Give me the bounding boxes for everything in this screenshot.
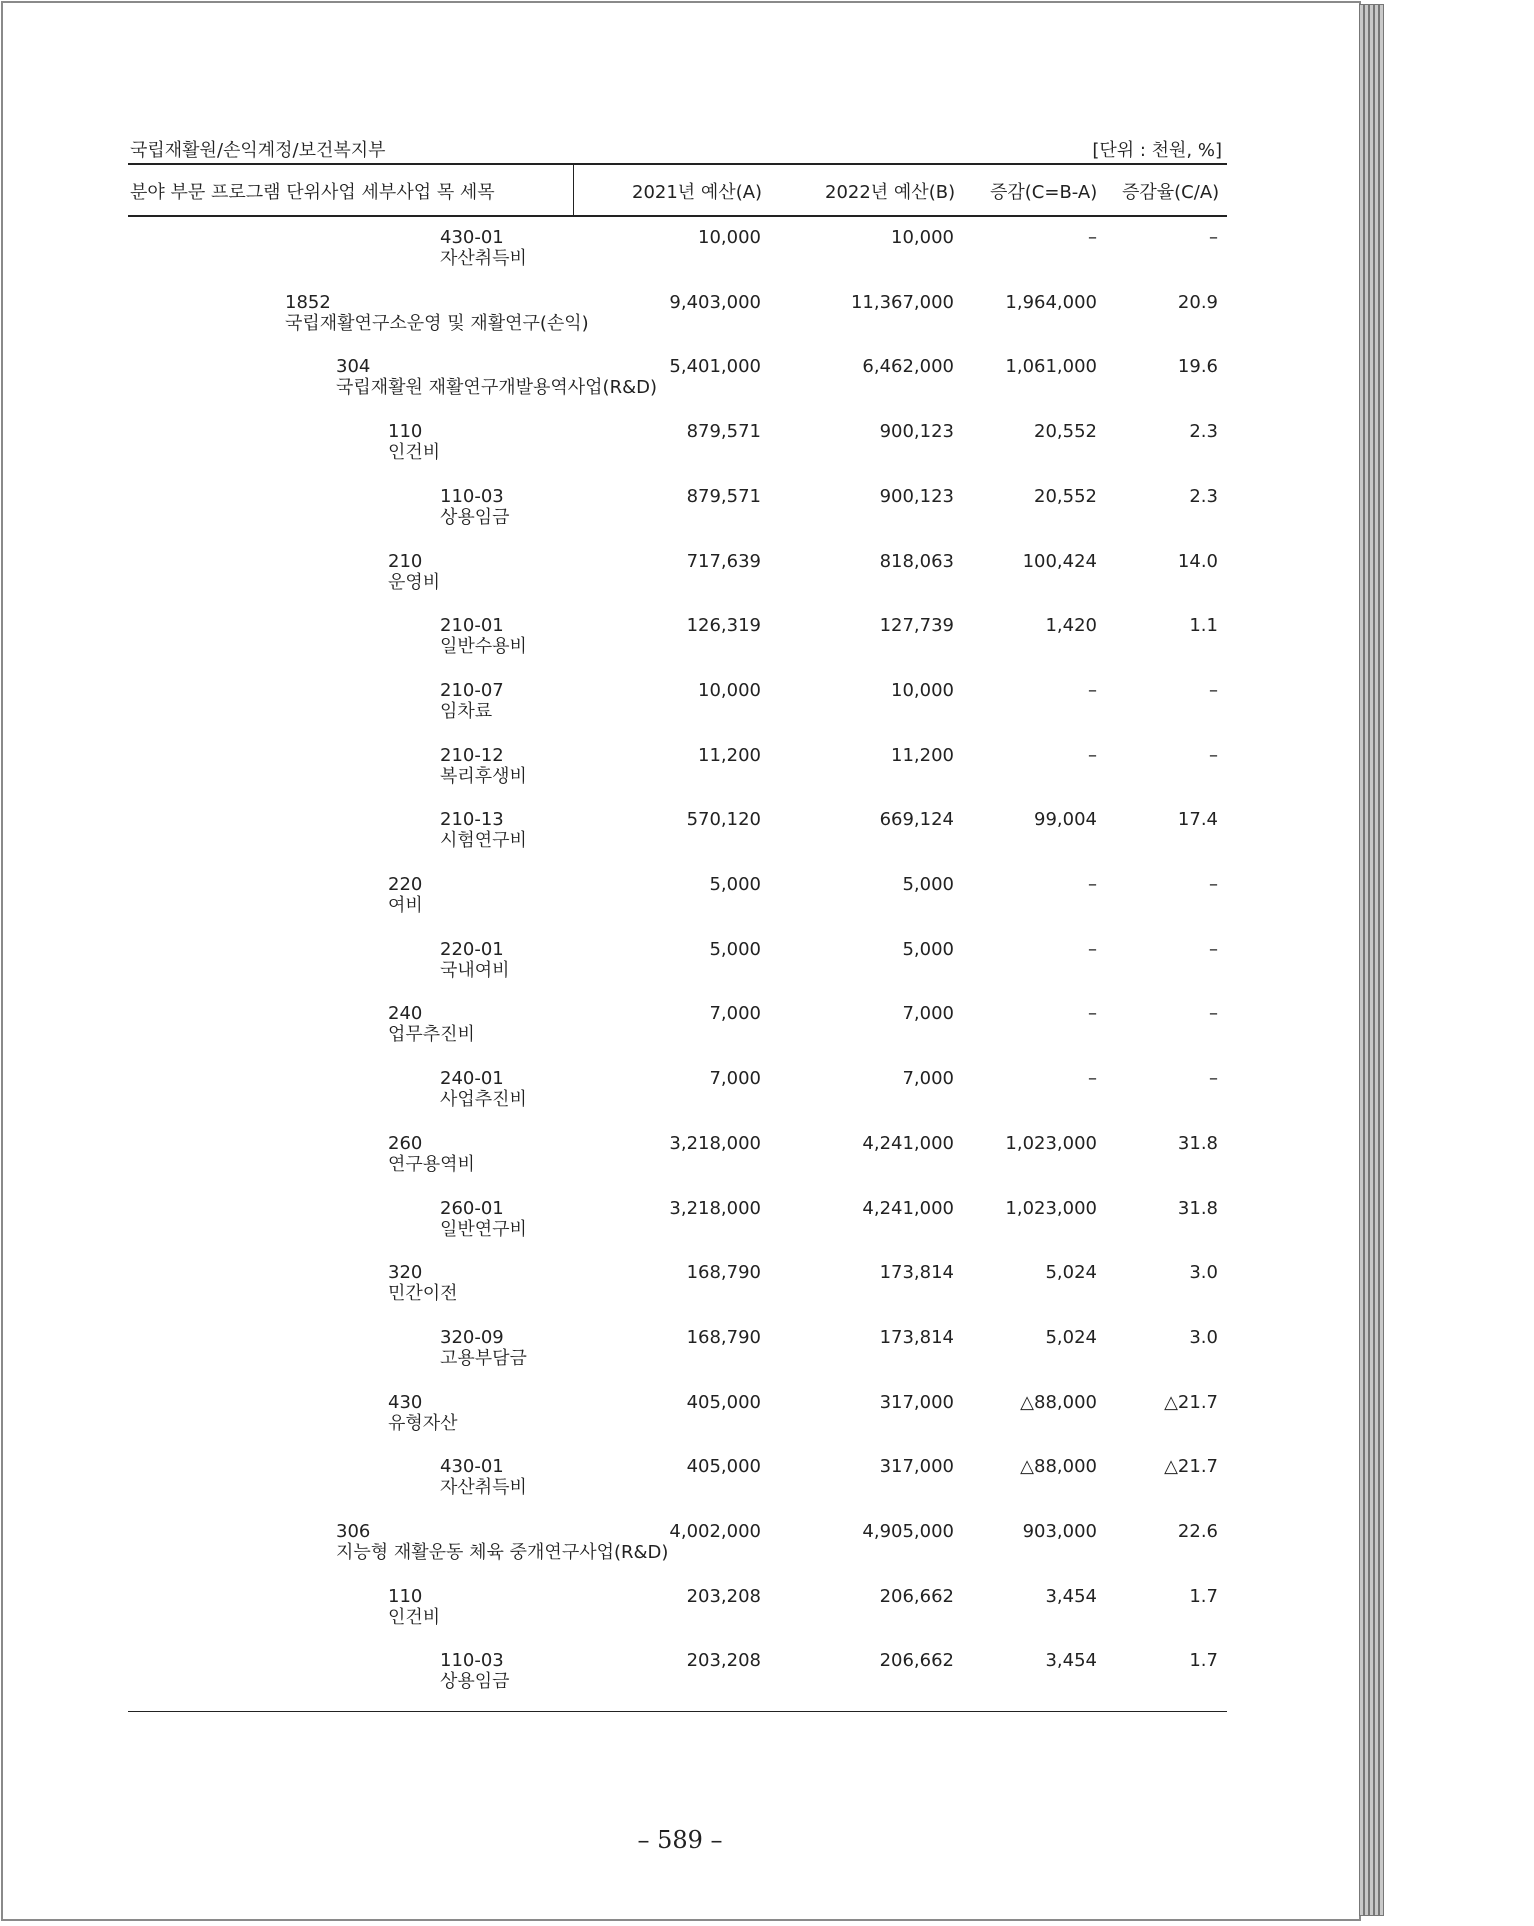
budget-2022-value: 206,662	[879, 1650, 954, 1672]
item-code: 110	[388, 421, 423, 443]
item-code: 306	[336, 1521, 371, 1542]
column-header-change: 증감(C=B-A)	[990, 182, 1098, 203]
change-value: 3,454	[1045, 1585, 1097, 1607]
change-value: –	[1088, 744, 1097, 766]
item-code: 240	[388, 1003, 423, 1025]
budget-2021-value: 5,000	[709, 938, 761, 960]
budget-2022-value: 10,000	[891, 679, 954, 701]
item-name: 자산취득비	[440, 1477, 527, 1499]
item-name: 시험연구비	[440, 830, 527, 852]
budget-2022-value: 173,814	[879, 1262, 954, 1284]
page-number: – 589 –	[637, 1826, 723, 1854]
budget-2021-value: 9,403,000	[669, 291, 761, 313]
change-value: △88,000	[1020, 1391, 1097, 1413]
table-bottom-rule	[128, 1711, 1227, 1712]
item-code: 110-03	[440, 485, 504, 507]
column-header-budget-2021: 2021년 예산(A)	[632, 182, 763, 203]
budget-2022-value: 4,241,000	[862, 1197, 954, 1219]
change-rate-value: 14.0	[1177, 550, 1218, 572]
budget-2022-value: 818,063	[879, 550, 954, 572]
budget-2021-value: 405,000	[686, 1391, 761, 1413]
change-value: 5,024	[1045, 1326, 1097, 1348]
item-code: 430-01	[440, 1456, 504, 1478]
change-value: 1,420	[1045, 615, 1097, 637]
item-name: 국립재활연구소운영 및 재활연구(손익)	[285, 312, 589, 334]
table-row	[0, 1003, 1534, 1053]
budget-2021-value: 126,319	[686, 615, 761, 637]
change-value: –	[1088, 679, 1097, 701]
budget-2022-value: 669,124	[879, 809, 954, 831]
budget-2021-value: 5,401,000	[669, 356, 761, 378]
table-row	[0, 1392, 1534, 1442]
budget-2021-value: 717,639	[686, 550, 761, 572]
item-code: 210-12	[440, 744, 504, 766]
budget-2022-value: 11,367,000	[850, 291, 954, 313]
change-value: 3,454	[1045, 1650, 1097, 1672]
change-rate-value: 19.6	[1177, 356, 1218, 378]
table-row	[0, 1586, 1534, 1636]
item-code: 304	[336, 356, 371, 378]
column-header-hierarchy: 분야 부문 프로그램 단위사업 세부사업 목 세목	[130, 182, 495, 203]
table-row	[0, 680, 1534, 730]
item-name: 운영비	[388, 571, 441, 593]
budget-2021-value: 10,000	[698, 679, 761, 701]
budget-2022-value: 4,241,000	[862, 1132, 954, 1154]
item-code: 210-07	[440, 679, 504, 701]
item-name: 임차료	[440, 700, 493, 722]
item-name: 일반연구비	[440, 1218, 527, 1240]
item-code: 260-01	[440, 1197, 504, 1219]
change-value: 99,004	[1034, 809, 1097, 831]
change-rate-value: –	[1209, 1003, 1218, 1025]
table-row	[0, 227, 1534, 277]
item-code: 220-01	[440, 938, 504, 960]
table-row	[0, 292, 1534, 342]
change-rate-value: 1.1	[1189, 615, 1218, 637]
item-name: 복리후생비	[440, 765, 527, 787]
budget-2021-value: 4,002,000	[669, 1521, 761, 1542]
budget-2021-value: 10,000	[698, 227, 761, 248]
change-rate-value: △21.7	[1164, 1456, 1218, 1478]
item-code: 210-13	[440, 809, 504, 831]
item-name: 상용임금	[440, 506, 510, 528]
change-value: 20,552	[1034, 485, 1097, 507]
change-rate-value: 22.6	[1177, 1521, 1218, 1542]
budget-2022-value: 127,739	[879, 615, 954, 637]
budget-2022-value: 173,814	[879, 1326, 954, 1348]
item-code: 260	[388, 1132, 423, 1154]
column-header-change-rate: 증감율(C/A)	[1122, 182, 1220, 203]
budget-2022-value: 206,662	[879, 1585, 954, 1607]
item-name: 여비	[388, 895, 423, 916]
change-value: –	[1088, 874, 1097, 895]
budget-2021-value: 11,200	[698, 744, 761, 766]
item-name: 일반수용비	[440, 636, 527, 658]
table-row	[0, 1198, 1534, 1248]
item-name: 국내여비	[440, 959, 510, 981]
change-rate-value: –	[1209, 744, 1218, 766]
change-rate-value: –	[1209, 874, 1218, 895]
budget-2021-value: 5,000	[709, 874, 761, 895]
item-name: 인건비	[388, 442, 441, 464]
change-value: –	[1088, 1003, 1097, 1025]
item-code: 320	[388, 1262, 423, 1284]
change-value: △88,000	[1020, 1456, 1097, 1478]
table-row	[0, 1650, 1534, 1700]
change-rate-value: △21.7	[1164, 1391, 1218, 1413]
budget-2022-value: 900,123	[879, 421, 954, 443]
item-name: 인건비	[388, 1606, 441, 1628]
change-value: –	[1088, 227, 1097, 248]
change-value: 903,000	[1022, 1521, 1097, 1542]
item-name: 지능형 재활운동 체육 중개연구사업(R&D)	[336, 1542, 669, 1563]
item-name: 자산취득비	[440, 248, 527, 269]
change-rate-value: 3.0	[1189, 1326, 1218, 1348]
item-code: 220	[388, 874, 423, 895]
table-row	[0, 874, 1534, 924]
table-row	[0, 939, 1534, 989]
table-row	[0, 1521, 1534, 1571]
item-name: 고용부담금	[440, 1347, 527, 1369]
change-value: –	[1088, 1068, 1097, 1090]
budget-2021-value: 879,571	[686, 485, 761, 507]
budget-2021-value: 3,218,000	[669, 1197, 761, 1219]
budget-2022-value: 5,000	[902, 938, 954, 960]
item-code: 430-01	[440, 227, 504, 248]
table-row	[0, 551, 1534, 601]
item-name: 국립재활원 재활연구개발용역사업(R&D)	[336, 377, 657, 399]
budget-2022-value: 4,905,000	[862, 1521, 954, 1542]
budget-2022-value: 5,000	[902, 874, 954, 895]
change-value: 1,023,000	[1005, 1197, 1097, 1219]
item-code: 320-09	[440, 1326, 504, 1348]
change-rate-value: 2.3	[1189, 421, 1218, 443]
item-name: 연구용역비	[388, 1153, 475, 1175]
change-value: 100,424	[1022, 550, 1097, 572]
item-code: 1852	[285, 291, 331, 313]
table-row	[0, 421, 1534, 471]
budget-2021-value: 7,000	[709, 1003, 761, 1025]
budget-2021-value: 168,790	[686, 1262, 761, 1284]
table-row	[0, 809, 1534, 859]
change-value: 1,023,000	[1005, 1132, 1097, 1154]
budget-2021-value: 3,218,000	[669, 1132, 761, 1154]
budget-2022-value: 6,462,000	[862, 356, 954, 378]
change-value: 1,061,000	[1005, 356, 1097, 378]
change-rate-value: 20.9	[1177, 291, 1218, 313]
table-row	[0, 1133, 1534, 1183]
budget-2022-value: 900,123	[879, 485, 954, 507]
item-code: 110-03	[440, 1650, 504, 1672]
change-rate-value: 2.3	[1189, 485, 1218, 507]
table-row	[0, 486, 1534, 536]
budget-2022-value: 10,000	[891, 227, 954, 248]
change-rate-value: 3.0	[1189, 1262, 1218, 1284]
change-value: –	[1088, 938, 1097, 960]
change-rate-value: 1.7	[1189, 1585, 1218, 1607]
breadcrumb: 국립재활원/손익계정/보건복지부	[130, 140, 386, 161]
budget-2021-value: 405,000	[686, 1456, 761, 1478]
change-rate-value: –	[1209, 938, 1218, 960]
budget-2021-value: 7,000	[709, 1068, 761, 1090]
item-code: 210	[388, 550, 423, 572]
unit-label: [단위 : 천원, %]	[1092, 140, 1222, 161]
table-row	[0, 1068, 1534, 1118]
item-name: 사업추진비	[440, 1089, 527, 1111]
item-code: 110	[388, 1585, 423, 1607]
budget-2021-value: 879,571	[686, 421, 761, 443]
budget-2022-value: 7,000	[902, 1068, 954, 1090]
change-rate-value: –	[1209, 227, 1218, 248]
item-name: 상용임금	[440, 1671, 510, 1693]
item-name: 민간이전	[388, 1283, 458, 1305]
budget-2021-value: 203,208	[686, 1650, 761, 1672]
budget-2022-value: 11,200	[891, 744, 954, 766]
change-rate-value: –	[1209, 1068, 1218, 1090]
change-value: 1,964,000	[1005, 291, 1097, 313]
table-row	[0, 1327, 1534, 1377]
item-name: 유형자산	[388, 1412, 458, 1434]
change-rate-value: 31.8	[1177, 1197, 1218, 1219]
budget-2022-value: 7,000	[902, 1003, 954, 1025]
column-header-budget-2022: 2022년 예산(B)	[825, 182, 956, 203]
change-rate-value: 1.7	[1189, 1650, 1218, 1672]
change-rate-value: –	[1209, 679, 1218, 701]
change-rate-value: 17.4	[1177, 809, 1218, 831]
budget-2021-value: 168,790	[686, 1326, 761, 1348]
item-code: 240-01	[440, 1068, 504, 1090]
table-row	[0, 615, 1534, 665]
item-name: 업무추진비	[388, 1024, 475, 1046]
table-row	[0, 356, 1534, 406]
budget-2021-value: 203,208	[686, 1585, 761, 1607]
budget-2021-value: 570,120	[686, 809, 761, 831]
budget-2022-value: 317,000	[879, 1391, 954, 1413]
table-row	[0, 1456, 1534, 1506]
item-code: 430	[388, 1391, 423, 1413]
change-value: 20,552	[1034, 421, 1097, 443]
budget-2022-value: 317,000	[879, 1456, 954, 1478]
table-row	[0, 1262, 1534, 1312]
item-code: 210-01	[440, 615, 504, 637]
change-value: 5,024	[1045, 1262, 1097, 1284]
table-row	[0, 745, 1534, 795]
change-rate-value: 31.8	[1177, 1132, 1218, 1154]
